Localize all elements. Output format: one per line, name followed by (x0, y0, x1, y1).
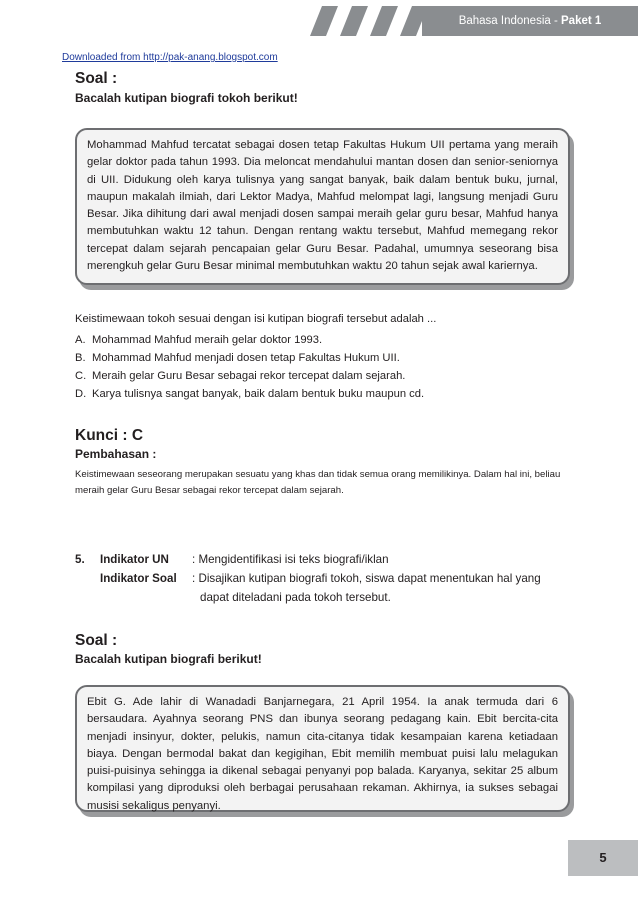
header-title (422, 6, 638, 36)
option-letter: C. (75, 370, 87, 382)
page-number: 5 (568, 840, 638, 876)
option-letter: A. (75, 334, 86, 346)
biography-passage-text: Mohammad Mahfud tercatat sebagai dosen tetap Fakultas Hukum UII pertama yang meraih gelar doktor pada tahun 1993. Dia meloncat mendahului mantan dosen dan senior-seniornya di UII. Didukung oleh karya tulisnya yang sangat banyak, baik dalam bentuk buku, jurnal, maupun makalah ilmiah, dari Lektor Madya, Mahfud melompat lagi, langsung menjadi Guru Besar. Jika dihitung dari awal menjadi dosen sampai meraih gelar guru besar, Mahfud hanya membutuhkan waktu 12 tahun. Dengan rentang waktu tersebut, Mahfud memegang rekor tercepat dalam sejarah pencapaian gelar Guru Besar. Padahal, umumnya seseorang bisa merengkuh gelar Guru Besar minimal membutuhkan waktu 20 tahun sejak awal kariernya. (87, 139, 558, 273)
pembahasan-text: Keistimewaan seseorang merupakan sesuatu yang khas dan tidak semua orang memilikinya. Dalam hal ini, beliau meraih gelar Guru Besar sebagai rekor tercepat dalam sejarah. (75, 469, 561, 496)
indicator-un-value: : Mengidentifikasi isi teks biografi/iklan (192, 553, 389, 566)
soal-instruction: Bacalah kutipan biografi tokoh berikut! (75, 91, 298, 105)
option-c[interactable] (75, 367, 424, 385)
option-letter: D. (75, 388, 87, 400)
biography-passage-text-2: Ebit G. Ade lahir di Wanadadi Banjarnegara, 21 April 1954. Ia anak termuda dari 6 bersaudara. Ayahnya seorang PNS dan ibunya seorang pedagang kain. Ebit bercita-cita menjadi insinyur, dokter, pelukis, namun cita-citanya tidak kesampaian karena ketiadaan biaya. Dengan bermodal bakat dan kegigihan, Ebit memilih membuat puisi lalu melagukan puisi-puisinya sehingga ia dikenal sebagai penyanyi pop balada. Karyanya, sekitar 25 album kompilasi yang diproduksi oleh berbagai perusahaan rekaman. Akhirnya, ia sukses sebagai musisi sekaligus penyanyi. (87, 696, 558, 812)
option-text: Mohammad Mahfud meraih gelar doktor 1993. (92, 334, 323, 346)
option-letter: B. (75, 352, 86, 364)
option-a[interactable] (75, 331, 424, 349)
soal-instruction-2: Bacalah kutipan biografi berikut! (75, 652, 262, 666)
biography-passage-card (75, 128, 570, 285)
indicator-un-label: Indikator UN (100, 553, 169, 566)
option-d[interactable] (75, 385, 424, 403)
biography-passage-card-2 (75, 685, 570, 812)
option-text: Mohammad Mahfud menjadi dosen tetap Fakultas Hukum UII. (92, 352, 400, 364)
header-subject: Bahasa Indonesia - (458, 15, 561, 27)
answer-key: Kunci : C (75, 427, 144, 444)
option-b[interactable] (75, 349, 424, 367)
header-stripes-decoration (300, 6, 430, 36)
pembahasan-label: Pembahasan : (75, 447, 157, 461)
indicator-number: 5. (75, 553, 85, 566)
indicator-soal-label: Indikator Soal (100, 572, 177, 585)
soal-heading-2: Soal : (75, 632, 118, 649)
indicator-soal-value-2: dapat diteladani pada tokoh tersebut. (200, 591, 391, 604)
header-paket: Paket 1 (561, 15, 602, 27)
download-link[interactable]: Downloaded from http://pak-anang.blogspot.com (62, 52, 278, 63)
question-text: Keistimewaan tokoh sesuai dengan isi kutipan biografi tersebut adalah ... (75, 313, 437, 325)
page-header (300, 6, 638, 36)
option-text: Karya tulisnya sangat banyak, baik dalam bentuk buku maupun cd. (92, 388, 425, 400)
indicator-soal-value-1: : Disajikan kutipan biografi tokoh, siswa dapat menentukan hal yang (192, 572, 541, 585)
answer-options (75, 331, 424, 403)
option-text: Meraih gelar Guru Besar sebagai rekor tercepat dalam sejarah. (92, 370, 406, 382)
soal-heading: Soal : (75, 70, 118, 87)
